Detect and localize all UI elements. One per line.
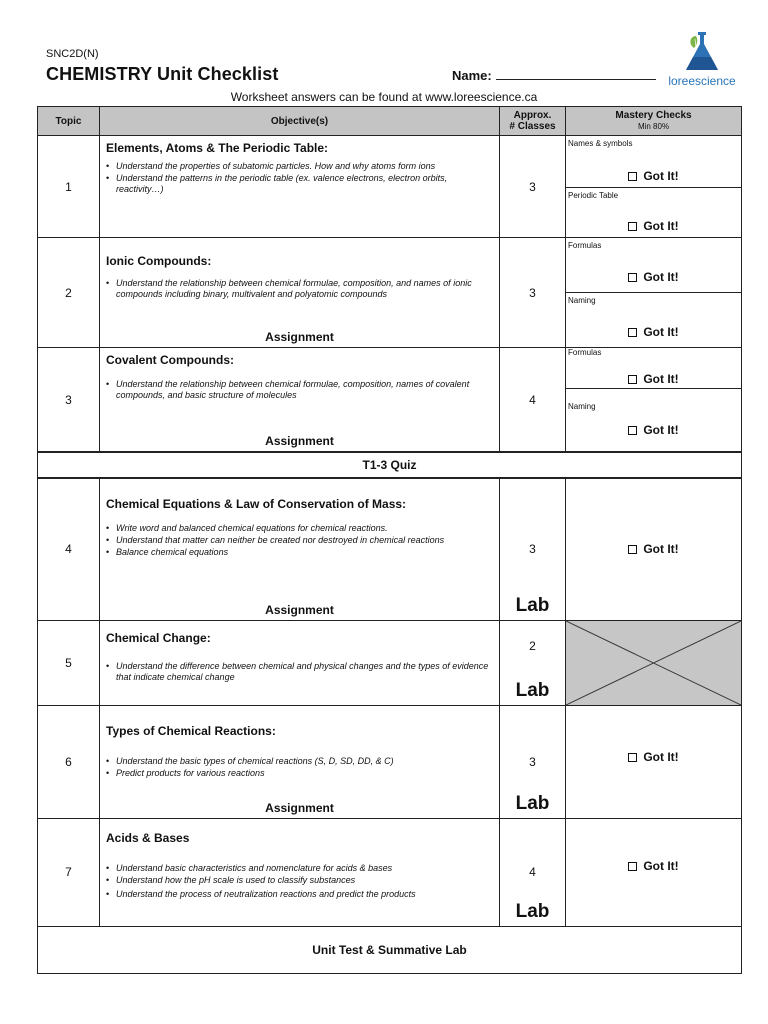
classes-count (500, 478, 566, 620)
objective-item: • Understand the relationship between chemical formulae, composition, names of covalent compounds, and basic structure of molecules (106, 379, 493, 401)
lab-label: Lab (515, 594, 550, 616)
got-it-checkbox[interactable] (566, 219, 741, 233)
assignment-label: Assignment (265, 800, 334, 815)
table-row (38, 620, 742, 705)
got-it-checkbox[interactable] (566, 372, 741, 386)
assignment-label: Assignment (265, 602, 334, 617)
got-it-checkbox[interactable] (566, 169, 741, 183)
classes-count (500, 818, 566, 926)
objective-cell (100, 238, 500, 348)
objective-item: • Predict products for various reactions (106, 768, 493, 779)
got-it-checkbox[interactable] (566, 750, 741, 764)
logo (662, 30, 742, 86)
final-row (38, 926, 742, 973)
mastery-cell (566, 136, 742, 238)
objective-list (106, 379, 493, 401)
check-label: Formulas (568, 348, 602, 357)
objective-title: Covalent Compounds: (106, 353, 234, 367)
table-row (38, 136, 742, 238)
objective-cell (100, 818, 500, 926)
objective-cell (100, 478, 500, 620)
mastery-check (566, 238, 741, 292)
lab-label: Lab (515, 679, 550, 701)
mastery-header-line2: Min 80% (637, 122, 670, 131)
mastery-check (566, 388, 741, 451)
checkbox-icon[interactable] (628, 328, 637, 337)
classes-header-line1: Approx. (513, 110, 552, 121)
checkbox-icon[interactable] (628, 222, 637, 231)
objective-cell (100, 620, 500, 705)
got-it-checkbox[interactable] (566, 270, 741, 284)
assignment-label: Assignment (265, 330, 334, 344)
classes-number: 2 (529, 638, 536, 653)
objective-item: • Understand the properties of subatomic particles. How and why atoms form ions (106, 161, 493, 172)
checkbox-icon[interactable] (628, 545, 637, 554)
classes-count (500, 136, 566, 238)
course-code: SNC2D(N) (46, 48, 99, 60)
classes-number: 3 (529, 542, 536, 557)
table-row (38, 348, 742, 453)
classes-header-line2: # Classes (509, 121, 556, 132)
logo-text: loreescience (668, 74, 736, 88)
topic-number: 3 (38, 348, 100, 453)
objective-item: • Understand basic characteristics and nomenclature for acids & bases (106, 863, 493, 874)
cross-out-icon (566, 621, 741, 705)
quiz-banner: T1-3 Quiz (38, 452, 742, 478)
objective-title: Types of Chemical Reactions: (106, 723, 276, 738)
checklist-table (37, 106, 742, 974)
got-it-label: Got It! (643, 423, 679, 437)
checkbox-icon[interactable] (628, 375, 637, 384)
objective-cell (100, 705, 500, 818)
classes-number: 4 (529, 392, 536, 407)
objective-item: • Understand the relationship between chemical formulae, composition, and names of ionic compounds including binary, multivalent and polyatomic compounds (106, 278, 493, 300)
got-it-label: Got It! (643, 858, 679, 873)
table-row (38, 705, 742, 818)
objective-list (106, 161, 493, 195)
column-header-classes (500, 107, 566, 136)
got-it-label: Got It! (643, 372, 679, 386)
got-it-label: Got It! (643, 542, 679, 557)
mastery-cell (566, 705, 742, 818)
table-row (38, 818, 742, 926)
objective-item: • Understand the patterns in the periodic table (ex. valence electrons, electron orbits, reactivity…) (106, 173, 493, 195)
got-it-checkbox[interactable] (566, 423, 741, 437)
objective-item: • Understand the basic types of chemical reactions (S, D, SD, DD, & C) (106, 756, 493, 767)
mastery-cell (566, 478, 742, 620)
column-header-objectives: Objective(s) (100, 107, 500, 136)
mastery-check (566, 136, 741, 187)
column-header-mastery (566, 107, 742, 136)
name-line[interactable] (496, 68, 656, 80)
objective-title: Chemical Equations & Law of Conservation of Mass: (106, 497, 407, 511)
mastery-cell (566, 818, 742, 926)
table-row (38, 478, 742, 620)
objective-title: Chemical Change: (106, 630, 211, 645)
objective-item: • Understand the difference between chemical and physical changes and the types of evidence that indicate chemical change (106, 661, 493, 683)
got-it-label: Got It! (643, 749, 679, 764)
topic-number: 2 (38, 238, 100, 348)
objective-item: • Understand how the pH scale is used to classify substances (106, 875, 493, 886)
objective-item: • Understand that matter can neither be created nor destroyed in chemical reactions (106, 535, 493, 546)
objective-list (106, 278, 493, 300)
classes-count (500, 348, 566, 453)
checkbox-icon[interactable] (628, 862, 637, 871)
quiz-row (38, 452, 742, 478)
objective-title: Acids & Bases (106, 830, 190, 845)
answers-note: Worksheet answers can be found at www.loreescience.ca (230, 90, 538, 104)
mastery-cell (566, 238, 742, 348)
flask-icon (674, 30, 730, 76)
mastery-cell (566, 348, 742, 453)
not-applicable-cell (566, 620, 742, 705)
classes-count (500, 620, 566, 705)
checkbox-icon[interactable] (628, 426, 637, 435)
objective-item: • Balance chemical equations (106, 547, 493, 558)
objective-title: Ionic Compounds: (106, 254, 212, 268)
classes-number: 3 (529, 179, 536, 194)
objective-list (106, 661, 493, 683)
objective-cell (100, 348, 500, 453)
check-label: Formulas (568, 241, 602, 250)
name-label: Name: (452, 68, 492, 83)
objective-list (106, 523, 493, 558)
check-label: Names & symbols (568, 139, 633, 148)
objective-item: • Understand the process of neutralization reactions and predict the products (106, 889, 493, 900)
got-it-label: Got It! (643, 169, 679, 183)
mastery-check (566, 292, 741, 347)
mastery-check (566, 348, 741, 388)
checkbox-icon[interactable] (628, 172, 637, 181)
mastery-header-line1: Mastery Checks (615, 110, 692, 121)
objective-list (106, 756, 493, 779)
got-it-checkbox[interactable] (566, 542, 741, 556)
objective-title: Elements, Atoms & The Periodic Table: (106, 141, 329, 155)
topic-number: 6 (38, 705, 100, 818)
got-it-label: Got It! (643, 219, 679, 233)
topic-number: 7 (38, 818, 100, 926)
got-it-label: Got It! (643, 270, 679, 284)
classes-count (500, 238, 566, 348)
checkbox-icon[interactable] (628, 753, 637, 762)
lab-label: Lab (515, 900, 550, 922)
assignment-label: Assignment (265, 434, 334, 448)
check-label: Naming (568, 402, 596, 411)
objective-list (106, 863, 493, 900)
classes-number: 3 (529, 285, 536, 300)
check-label: Periodic Table (568, 191, 619, 200)
got-it-label: Got It! (643, 325, 679, 339)
classes-number: 4 (529, 865, 536, 879)
topic-number: 1 (38, 136, 100, 238)
name-field[interactable] (452, 68, 656, 83)
page-title: CHEMISTRY Unit Checklist (46, 64, 279, 84)
mastery-check (566, 187, 741, 237)
got-it-checkbox[interactable] (566, 859, 741, 873)
got-it-checkbox[interactable] (566, 325, 741, 339)
classes-number: 3 (529, 754, 536, 769)
header-row (38, 107, 742, 136)
objective-cell (100, 136, 500, 238)
topic-number: 5 (38, 620, 100, 705)
column-header-topic: Topic (38, 107, 100, 136)
checkbox-icon[interactable] (628, 273, 637, 282)
lab-label: Lab (515, 792, 550, 814)
topic-number: 4 (38, 478, 100, 620)
check-label: Naming (568, 296, 596, 305)
classes-count (500, 705, 566, 818)
objective-item: • Write word and balanced chemical equations for chemical reactions. (106, 523, 493, 534)
final-banner: Unit Test & Summative Lab (38, 926, 742, 973)
table-row (38, 238, 742, 348)
